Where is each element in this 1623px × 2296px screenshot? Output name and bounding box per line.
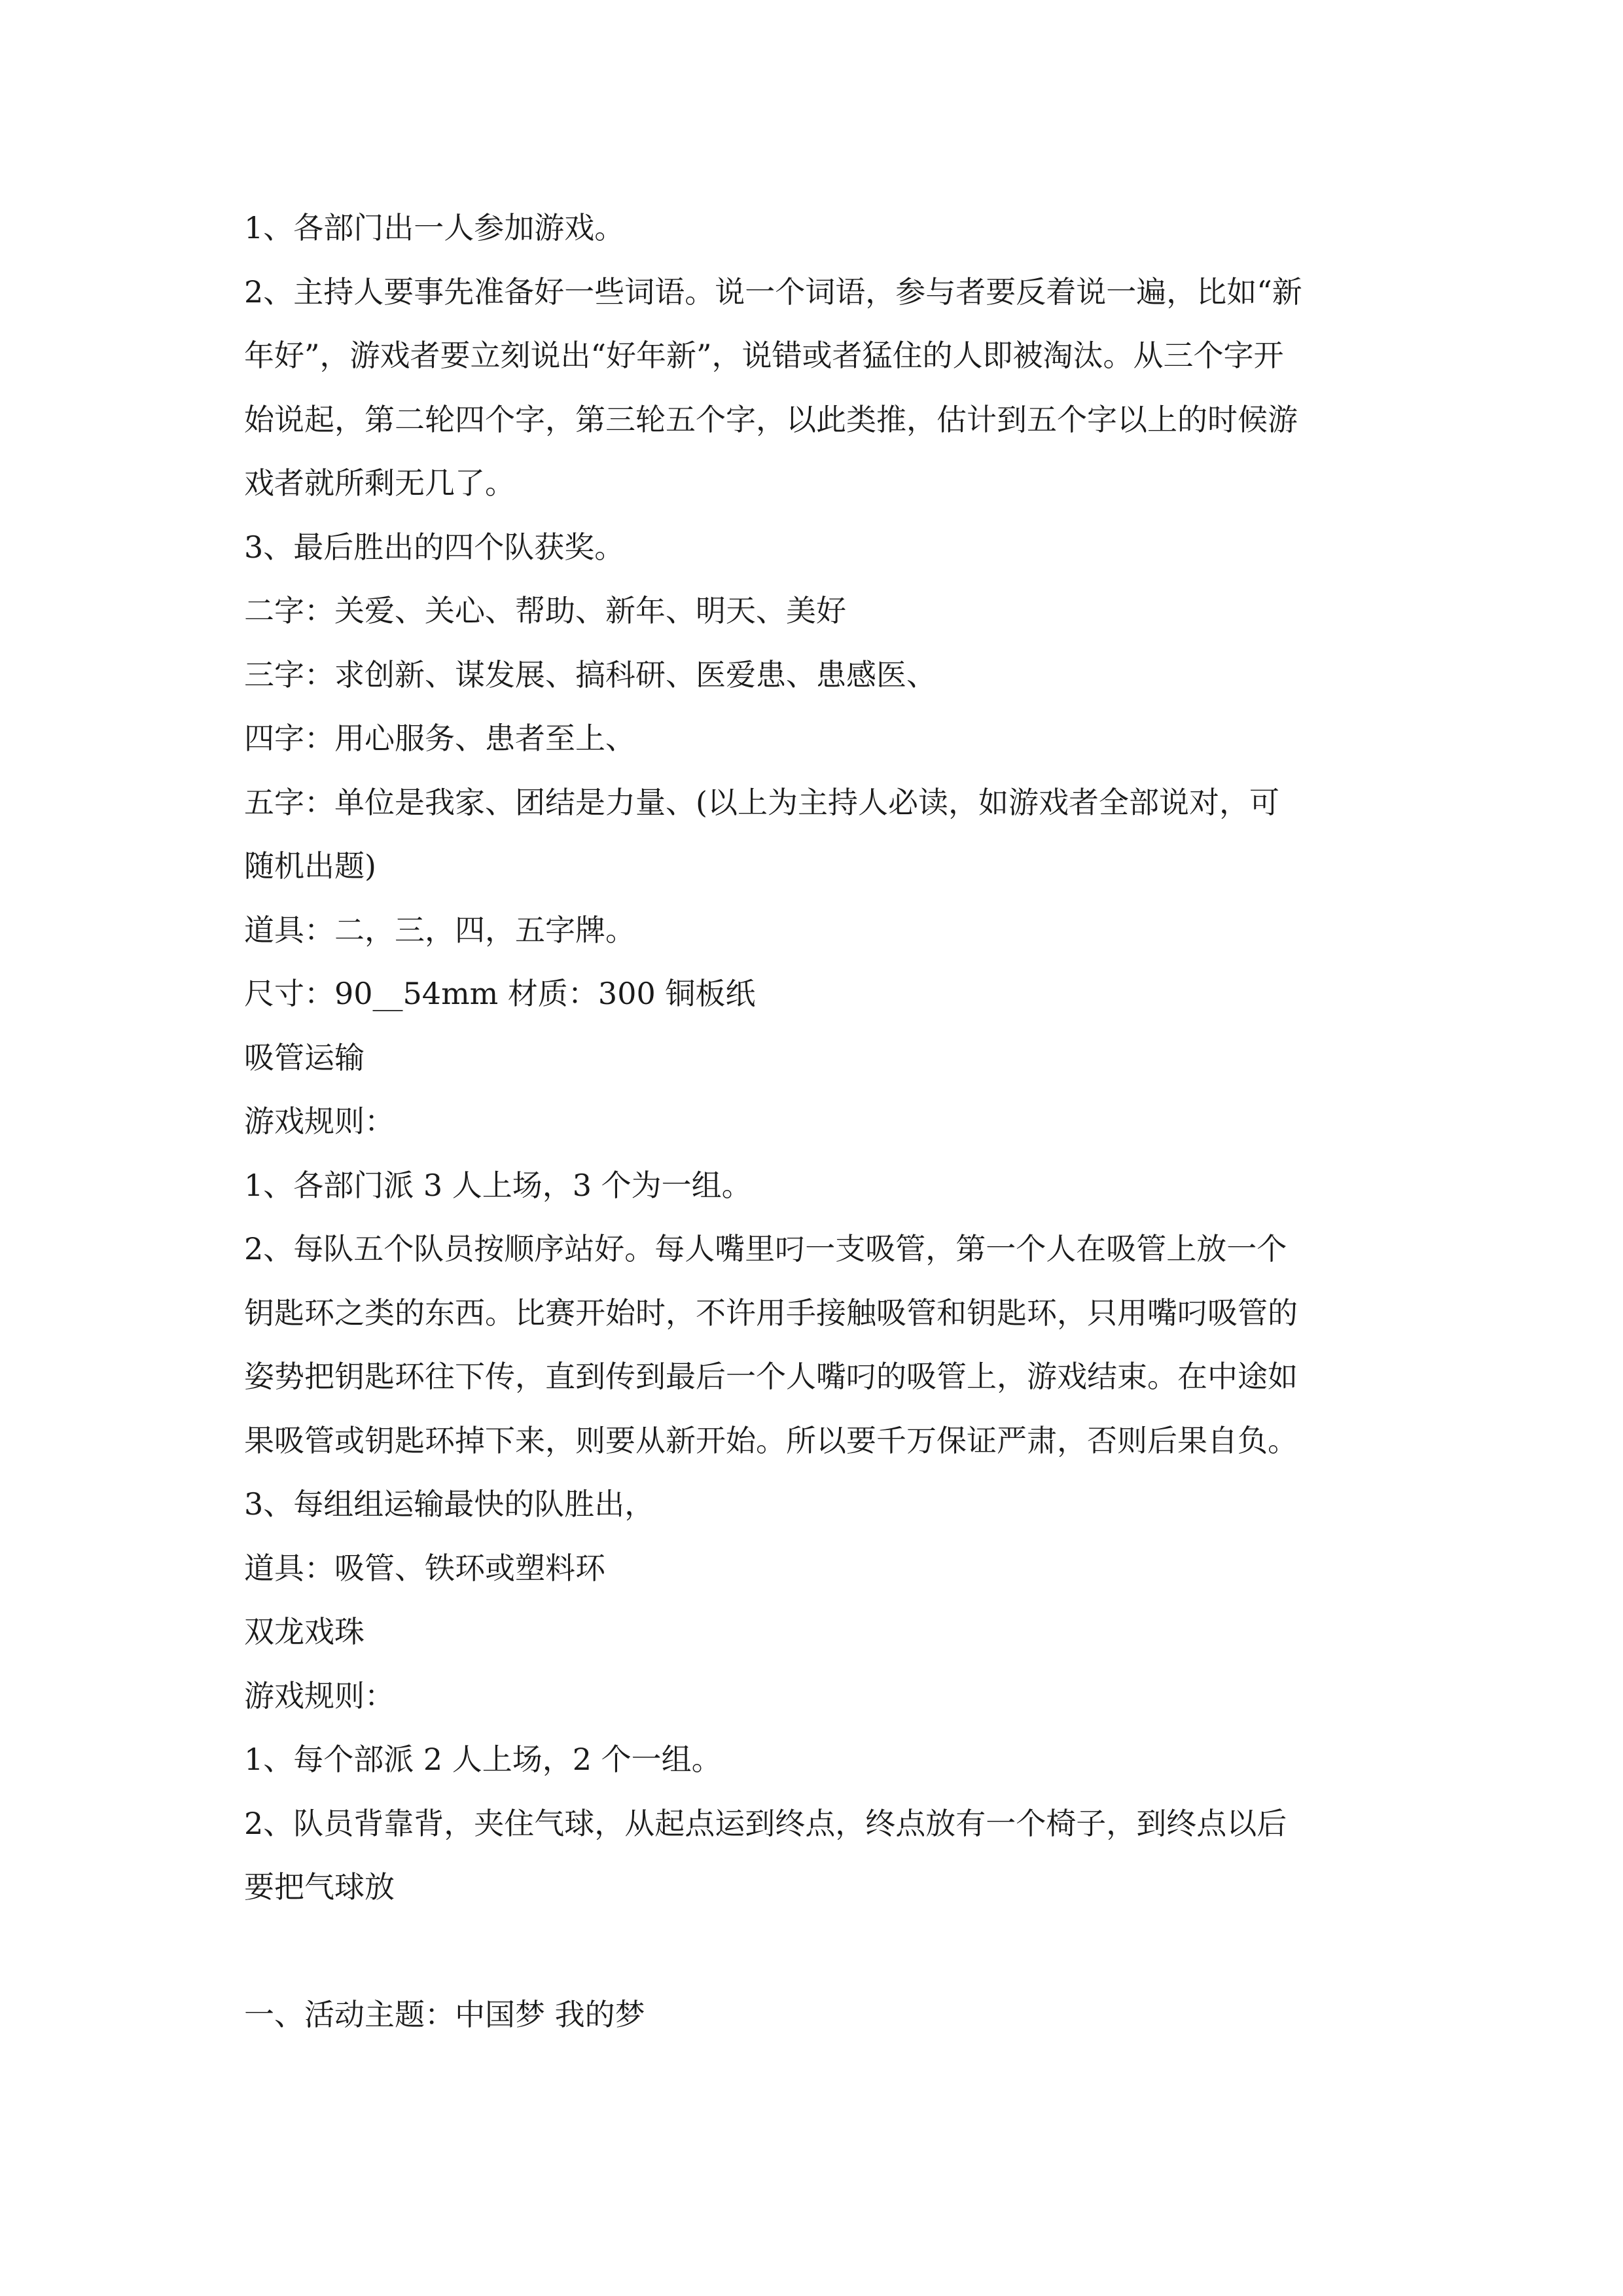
text-line: 游戏规则： (244, 1103, 395, 1139)
text-line: 3、最后胜出的四个队获奖。 (244, 529, 625, 565)
text-line: 四字：用心服务、患者至上、 (244, 721, 635, 756)
text-line: 3、每组组运输最快的队胜出， (244, 1486, 655, 1522)
blank-line (244, 1920, 1383, 1984)
text-line: 道具：吸管、铁环或塑料环 (244, 1550, 605, 1586)
theme-heading: 一、活动主题：中国梦 我的梦 (244, 1997, 645, 2032)
text-line: 始说起，第二轮四个字，第三轮五个字，以此类推，估计到五个字以上的时候游 (244, 401, 1298, 437)
text-line: 2、队员背靠背，夹住气球，从起点运到终点，终点放有一个椅子，到终点以后 (244, 1805, 1287, 1841)
text-line: 随机出题) (244, 848, 376, 884)
section-heading: 吸管运输 (244, 1039, 365, 1075)
text-line: 尺寸：90__54mm 材质：300 铜板纸 (244, 976, 756, 1011)
text-line: 1、每个部派 2 人上场，2 个一组。 (244, 1742, 722, 1777)
text-line: 1、各部门出一人参加游戏。 (244, 210, 625, 245)
section-heading: 双龙戏珠 (244, 1614, 365, 1649)
text-line: 五字：单位是我家、团结是力量、(以上为主持人必读，如游戏者全部说对，可 (244, 784, 1279, 820)
text-line: 道具：二，三，四，五字牌。 (244, 912, 635, 948)
text-line: 钥匙环之类的东西。比赛开始时，不许用手接触吸管和钥匙环，只用嘴叼吸管的 (244, 1295, 1298, 1331)
text-line: 三字：求创新、谋发展、搞科研、医爱患、患感医、 (244, 656, 936, 692)
text-line: 戏者就所剩无几了。 (244, 465, 515, 501)
text-line: 果吸管或钥匙环掉下来，则要从新开始。所以要千万保证严肃，否则后果自负。 (244, 1422, 1298, 1458)
text-line: 2、主持人要事先准备好一些词语。说一个词语，参与者要反着说一遍，比如“新 (244, 274, 1302, 310)
text-line: 年好”，游戏者要立刻说出“好年新”，说错或者猛住的人即被淘汰。从三个字开 (244, 338, 1284, 373)
text-line: 2、每队五个队员按顺序站好。每人嘴里叼一支吸管，第一个人在吸管上放一个 (244, 1231, 1287, 1266)
text-line: 1、各部门派 3 人上场，3 个为一组。 (244, 1167, 752, 1203)
document-body (244, 196, 1383, 2047)
text-line: 二字：关爱、关心、帮助、新年、明天、美好 (244, 593, 846, 628)
text-line: 姿势把钥匙环往下传，直到传到最后一个人嘴叼的吸管上，游戏结束。在中途如 (244, 1359, 1298, 1394)
text-line: 游戏规则： (244, 1677, 395, 1713)
text-line: 要把气球放 (244, 1869, 395, 1905)
